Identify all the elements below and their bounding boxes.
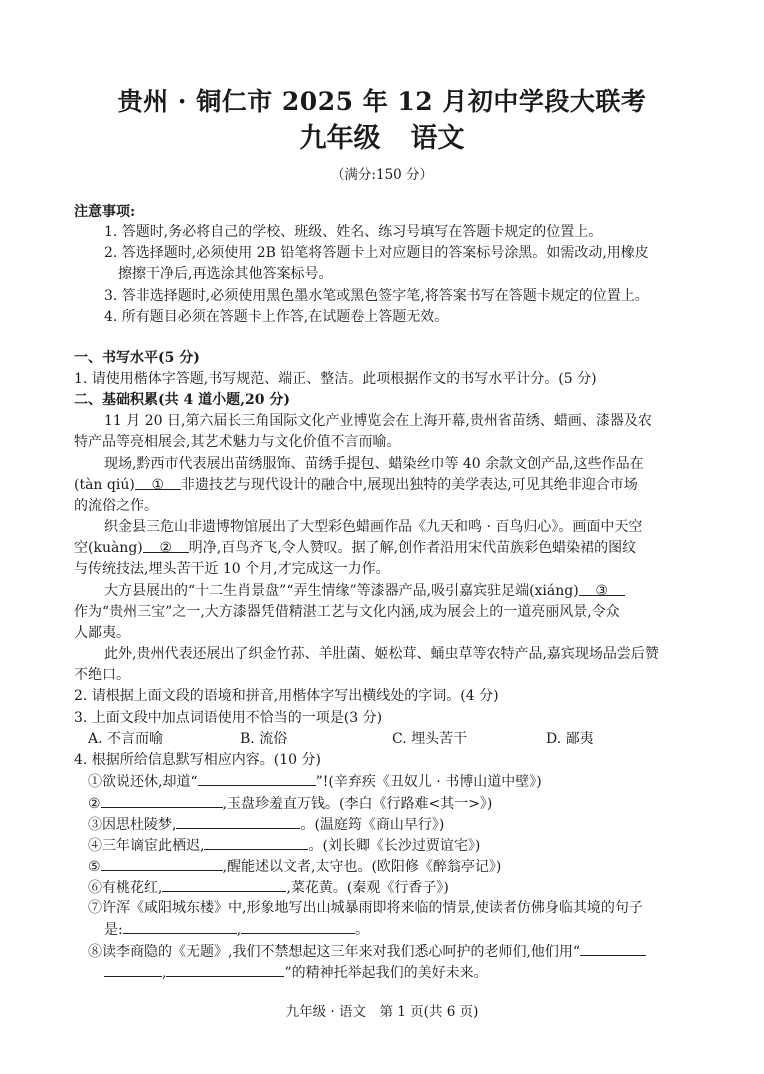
item-text: 。(温庭筠《商山早行》) — [300, 817, 445, 833]
passage-line: 此外,贵州代表还展出了织金竹荪、羊肚菌、姬松茸、蛹虫草等农特产品,嘉宾现场品尝后赞 — [104, 646, 659, 662]
passage-line: 作为“贵州三宝”之一,大方漆器凭借精湛工艺与文化内涵,成为展会上的一道亮丽风景,令众 — [74, 604, 620, 620]
option-a: A. 不言而喻 — [88, 731, 164, 747]
recitation-item — [88, 941, 646, 962]
notice-item: 擦擦干净后,再选涂其他答案标号。 — [118, 266, 333, 282]
grade-label: 九年级 — [299, 123, 381, 154]
item-text: ,玉盘珍羞直万钱。(李白《行路难<其一>》) — [222, 796, 493, 812]
recitation-item — [88, 835, 480, 856]
item-text: ⑧读李商隐的《无题》,我们不禁想起这三年来对我们悉心呵护的老师们,他们用“ — [88, 944, 581, 960]
answer-blank — [101, 856, 223, 871]
recitation-item — [88, 856, 501, 877]
answer-blank — [101, 793, 223, 808]
answer-blank — [580, 941, 646, 956]
passage-line: 人鄙夷。 — [74, 625, 130, 641]
notice-item: 2. 答选择题时,必须使用 2B 铅笔将答题卡上对应题目的答案标号涂黑。如需改动,用橡皮 — [104, 245, 649, 261]
section-heading: 一、书写水平(5 分) — [74, 350, 200, 366]
question-3: 3. 上面文段中加点词语使用不恰当的一项是(3 分) — [74, 710, 383, 726]
recitation-item — [104, 919, 369, 940]
item-text: ”!(辛弃疾《丑奴儿 · 书博山道中壁》) — [315, 774, 542, 790]
item-text: ④三年谪宦此栖迟, — [88, 838, 205, 854]
item-text: 。(刘长卿《长沙过贾谊宅》) — [308, 838, 481, 854]
item-text: ”的精神托举起我们的美好未来。 — [284, 965, 488, 981]
exam-title: 贵州 · 铜仁市 2025 年 12 月初中学段大联考 — [117, 87, 647, 116]
item-text: ①欲说还休,却道“ — [88, 774, 198, 790]
answer-blank — [198, 771, 316, 786]
item-text: ⑤ — [88, 859, 101, 875]
item-text: , — [162, 965, 167, 981]
notice-heading: 注意事项: — [74, 204, 136, 220]
pinyin-prompt: (tàn qiú) — [74, 477, 135, 493]
answer-blank — [166, 962, 284, 977]
answer-blank — [579, 581, 625, 599]
passage-line: 不绝口。 — [74, 667, 130, 683]
item-text: ⑥有桃花红, — [88, 880, 163, 896]
pinyin-prompt: 大方县展出的“十二生肖景盘”“弄生情缘”等漆器产品,吸引嘉宾驻足端(xiáng) — [104, 583, 579, 599]
passage-line: 11 月 20 日,第六届长三角国际文化产业博览会在上海开幕,贵州省苗绣、蜡画、漆器及农 — [104, 413, 652, 429]
answer-blank — [135, 475, 181, 493]
recitation-item — [88, 793, 492, 814]
subject-label: 语文 — [410, 123, 465, 154]
passage-line: 与传统技法,埋头苦干近 10 个月,才完成这一力作。 — [74, 561, 390, 577]
notice-item: 4. 所有题目必须在答题卡上作答,在试题卷上答题无效。 — [104, 309, 449, 325]
option-d: D. 鄙夷 — [546, 731, 594, 747]
pinyin-prompt: 空(kuàng) — [74, 540, 143, 556]
answer-blank — [241, 919, 355, 934]
passage-line: 现场,黔西市代表展出苗绣服饰、苗绣手提包、蜡染丝巾等 40 余款文创产品,这些作品在 — [104, 456, 644, 472]
question-1: 1. 请使用楷体字答题,书写规范、端正、整洁。此项根据作文的书写水平计分。(5 分) — [74, 371, 597, 387]
item-text: ③因思杜陵梦, — [88, 817, 177, 833]
answer-blank — [176, 814, 300, 829]
recitation-item — [88, 771, 542, 792]
blank-marker: ① — [151, 477, 165, 493]
passage-text: 明净,百鸟齐飞,令人赞叹。据了解,创作者沿用宋代苗族彩色蜡染裙的图纹 — [188, 540, 637, 556]
question-2: 2. 请根据上面文段的语境和拼音,用楷体字写出横线处的字词。(4 分) — [74, 688, 499, 704]
passage-line — [104, 581, 625, 601]
passage-line: 织金县三危山非遗博物馆展出了大型彩色蜡画作品《九天和鸣 · 百鸟归心》。画面中天空 — [104, 519, 643, 535]
item-text: 。 — [355, 922, 370, 938]
section-heading: 二、基础积累(共 4 道小题,20 分) — [74, 392, 290, 408]
passage-line: 的流俗之作。 — [74, 498, 158, 514]
page-footer: 九年级 · 语文 第 1 页(共 6 页) — [285, 1004, 479, 1020]
recitation-item — [88, 814, 444, 835]
item-text: 是: — [104, 922, 123, 938]
recitation-item — [88, 877, 449, 898]
item-text: ② — [88, 796, 101, 812]
answer-blank — [104, 962, 162, 977]
item-text: ,醒能述以文者,太守也。(欧阳修《醉翁亭记》) — [222, 859, 502, 875]
notice-item: 1. 答题时,务必将自己的学校、班级、姓名、练习号填写在答题卡规定的位置上。 — [104, 224, 603, 240]
full-score: （满分:150 分） — [330, 167, 434, 183]
blank-marker: ③ — [595, 583, 608, 599]
recitation-item: ⑦许浑《咸阳城东楼》中,形象地写出山城暴雨即将来临的情景,使读者仿佛身临其境的句子 — [88, 900, 643, 916]
recitation-item — [104, 962, 488, 983]
grade-subject — [0, 116, 764, 155]
blank-marker: ② — [159, 540, 173, 556]
option-b: B. 流俗 — [240, 731, 288, 747]
passage-line — [74, 538, 636, 558]
item-text: ,菜花黄。(秦观《行香子》) — [286, 880, 449, 896]
passage-line — [74, 475, 638, 495]
answer-blank — [162, 877, 286, 892]
answer-blank — [123, 919, 237, 934]
answer-blank — [143, 538, 189, 556]
question-4: 4. 根据所给信息默写相应内容。(10 分) — [74, 752, 321, 768]
answer-blank — [204, 835, 308, 850]
notice-item: 3. 答非选择题时,必须使用黑色墨水笔或黑色签字笔,将答案书写在答题卡规定的位置上。 — [104, 288, 649, 304]
option-c: C. 埋头苦干 — [392, 731, 468, 747]
item-text: , — [236, 922, 242, 938]
passage-line: 特产品等亮相展会,其艺术魅力与文化价值不言而喻。 — [74, 434, 401, 450]
passage-text: 非遗技艺与现代设计的融合中,展现出独特的美学表达,可见其绝非迎合市场 — [180, 477, 638, 493]
